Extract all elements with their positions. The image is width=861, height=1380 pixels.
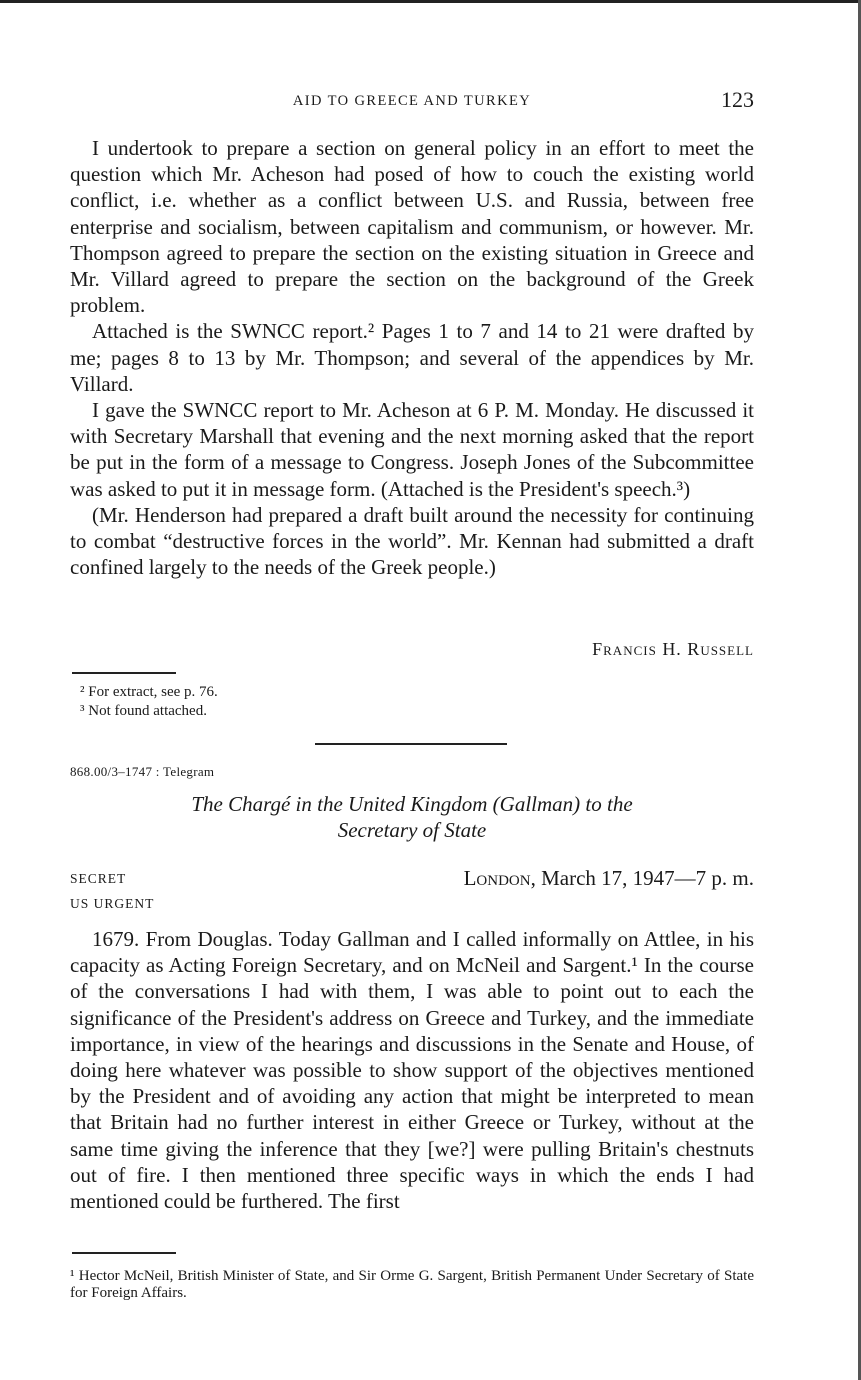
memo-paragraph: Attached is the SWNCC report.² Pages 1 to 7 and 14 to 21 were drafted by me; pages 8 to 13 by Mr. Thompson; and several of the appendices by Mr. Villard. [70,319,754,396]
footnote: ³ Not found attached. [80,703,207,719]
dateline [464,866,754,891]
dateline-place: London, [463,866,536,890]
footnote-rule [72,1252,176,1254]
footnote: ¹ Hector McNeil, British Minister of State, and Sir Orme G. Sargent, British Permanent Under Secretary of State for Foreign Affairs. [70,1268,754,1301]
document-title-line: Secretary of State [337,818,487,842]
dateline-date: March 17, 1947—7 p. m. [541,866,754,890]
memo-paragraph: (Mr. Henderson had prepared a draft built around the necessity for continuing to combat “destructive forces in the world”. Mr. Kennan had submitted a draft confined largely to the needs of the Greek people.) [70,502,754,580]
footnote: ² For extract, see p. 76. [80,684,218,700]
document-title-line: The Chargé in the United Kingdom (Gallman) to the [191,792,633,816]
file-reference: 868.00/3–1747 : Telegram [70,764,215,779]
page-number: 123 [721,87,754,112]
memo-paragraph: I undertook to prepare a section on general policy in an effort to meet the question which Mr. Acheson had posed of how to couch the existing world conflict, i.e. whether as a conflict between U.S. and Russia, between free enterprise and socialism, between capitalism and communism, or however. Mr. Thompson agreed to prepare the section on the existing situation in Greece and Mr. Villard agreed to prepare the section on the background of the Greek problem. [70,136,754,318]
memo-paragraph: I gave the SWNCC report to Mr. Acheson at 6 P. M. Monday. He discussed it with Secretary Marshall that evening and the next morning asked that the report be put in the form of a message to Congress. Joseph Jones of the Subcommittee was asked to put it in message form. (Attached is the President's speech.³) [70,398,754,501]
scan-edge-top [0,0,861,3]
document-title [70,791,754,843]
russell-memo-text [70,135,754,580]
classification: SECRET [70,871,127,886]
running-title: AID TO GREECE AND TURKEY [292,93,532,109]
footnote-rule [72,672,176,674]
telegram-text [70,926,754,1214]
signature: Francis H. Russell [592,639,754,659]
running-head [70,87,754,120]
priority: US URGENT [70,896,155,911]
telegram-paragraph: 1679. From Douglas. Today Gallman and I called informally on Attlee, in his capacity as Acting Foreign Secretary, and on McNeil and Sargent.¹ In the course of the conversations I had with them, I was able to point out to each the significance of the President's address on Greece and Turkey, and the immediate importance, in view of the hearings and discussions in the Senate and House, of doing here whatever was possible to show support of the objectives mentioned by the President and of avoiding any action that might be interpreted to mean that Britain had no further interest in either Greece or Turkey, without at the same time giving the inference that they [we?] were pulling Britain's chestnuts out of fire. I then mentioned three specific ways in which the ends I had mentioned could be furthered. The first [70,927,754,1214]
section-separator [315,743,507,745]
